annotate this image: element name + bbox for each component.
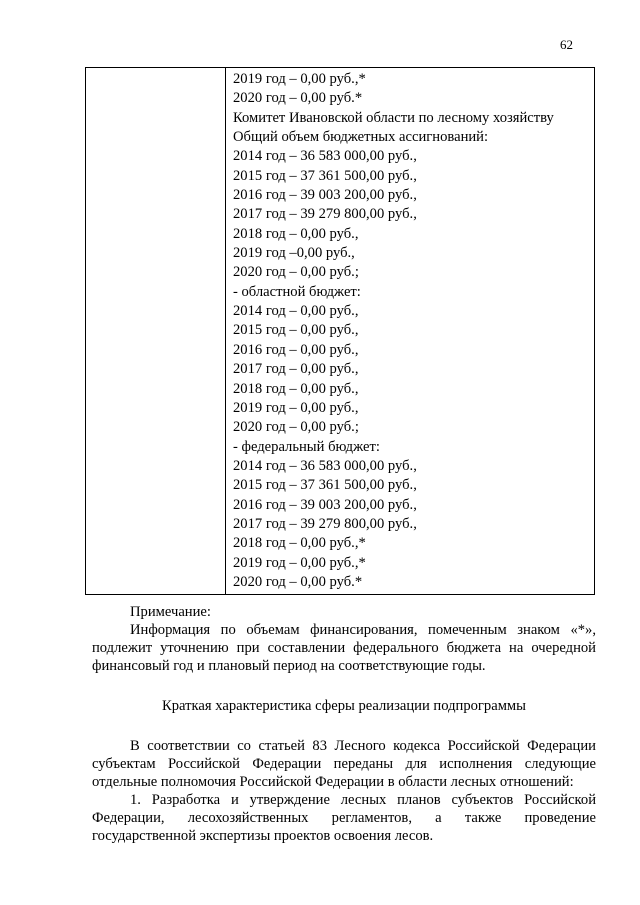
funding-details-cell <box>233 70 590 592</box>
funding-line: 2020 год – 0,00 руб.* <box>233 573 363 590</box>
funding-line: 2018 год – 0,00 руб., <box>233 225 359 242</box>
funding-line: 2017 год – 39 279 800,00 руб., <box>233 206 417 223</box>
funding-line: 2016 год – 39 003 200,00 руб., <box>233 496 417 513</box>
funding-line: Комитет Ивановской области по лесному хозяйству <box>233 109 554 126</box>
note-line: финансовый год и плановый период на соответствующие годы. <box>92 658 486 674</box>
funding-line: 2019 год – 0,00 руб.,* <box>233 71 366 87</box>
funding-line: 2020 год – 0,00 руб.* <box>233 90 363 107</box>
funding-line: 2020 год – 0,00 руб.; <box>233 419 359 436</box>
list-item-line: Федерации, лесохозяйственных регламентов, а также проведение <box>92 810 596 826</box>
table-column-divider <box>225 68 226 594</box>
funding-line: 2014 год – 36 583 000,00 руб., <box>233 148 417 165</box>
body-line: отдельные полномочия Российской Федерации в области лесных отношений: <box>92 774 574 790</box>
funding-line: 2014 год – 0,00 руб., <box>233 303 359 320</box>
note-line: Информация по объемам финансирования, помеченным знаком «*», <box>130 622 596 638</box>
funding-line: Общий объем бюджетных ассигнований: <box>233 129 489 146</box>
funding-line: 2019 год – 0,00 руб.,* <box>233 554 366 571</box>
funding-line: 2017 год – 39 279 800,00 руб., <box>233 515 417 532</box>
body-line: субъектам Российской Федерации переданы для исполнения следующие <box>92 756 596 772</box>
funding-line: 2018 год – 0,00 руб., <box>233 380 359 397</box>
body-line: В соответствии со статьей 83 Лесного кодекса Российской Федерации <box>130 738 596 754</box>
note-section <box>92 603 596 675</box>
funding-line: 2016 год – 39 003 200,00 руб., <box>233 187 417 204</box>
funding-line: 2019 год –0,00 руб., <box>233 245 355 262</box>
funding-line: 2020 год – 0,00 руб.; <box>233 264 359 281</box>
funding-line: 2015 год – 37 361 500,00 руб., <box>233 167 417 184</box>
funding-line: 2017 год – 0,00 руб., <box>233 361 359 378</box>
section-title: Краткая характеристика сферы реализации подпрограммы <box>162 698 526 714</box>
funding-line: 2015 год – 0,00 руб., <box>233 322 359 339</box>
funding-line: 2019 год – 0,00 руб., <box>233 399 359 416</box>
note-line: подлежит уточнению при составлении федерального бюджета на очередной <box>92 640 596 656</box>
page-number: 62 <box>560 37 573 52</box>
funding-line: 2014 год – 36 583 000,00 руб., <box>233 457 417 474</box>
funding-line: - областной бюджет: <box>233 283 361 300</box>
body-text <box>92 737 596 845</box>
funding-line: - федеральный бюджет: <box>233 438 380 455</box>
funding-line: 2015 год – 37 361 500,00 руб., <box>233 477 417 494</box>
note-heading: Примечание: <box>130 604 211 620</box>
funding-line: 2018 год – 0,00 руб.,* <box>233 535 366 552</box>
list-item-line: государственной экспертизы проектов освоения лесов. <box>92 828 434 844</box>
list-item-line: 1. Разработка и утверждение лесных планов субъектов Российской <box>130 792 596 808</box>
funding-line: 2016 год – 0,00 руб., <box>233 341 359 358</box>
funding-table <box>85 67 595 595</box>
